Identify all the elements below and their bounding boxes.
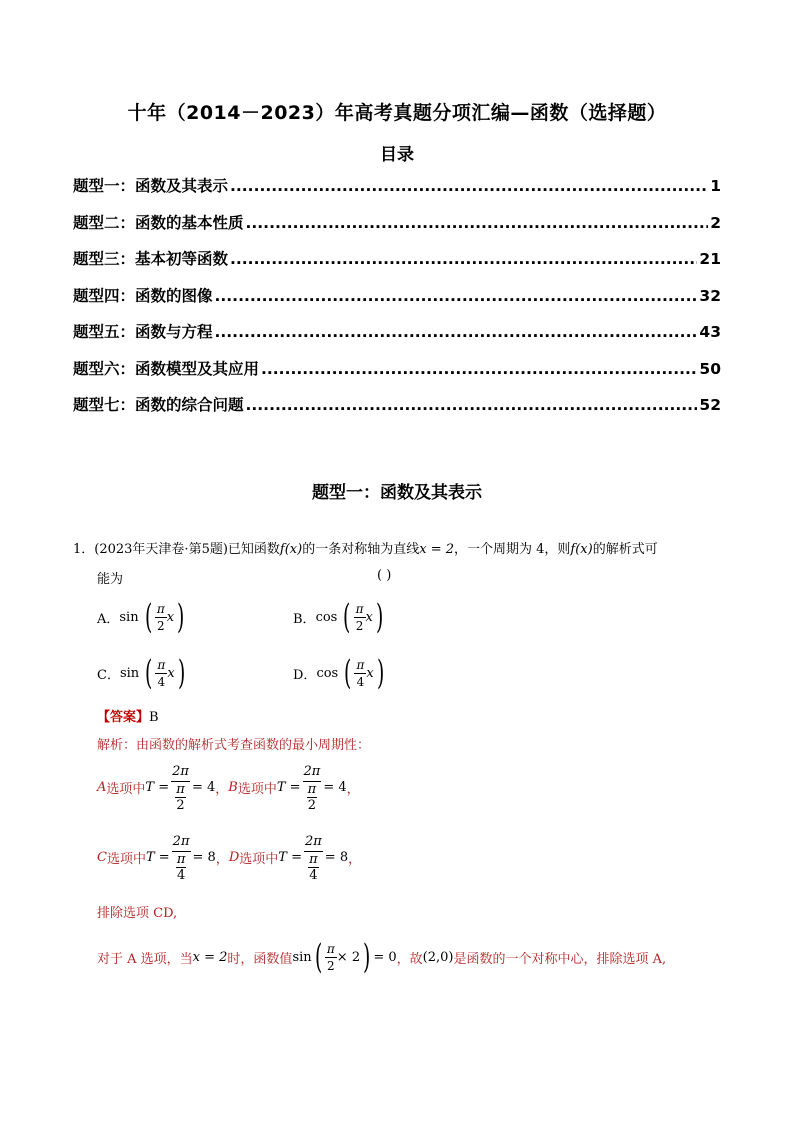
toc-leader-dots — [230, 177, 708, 195]
function-f-of-x-2: f(x) — [570, 542, 593, 557]
left-paren: ( — [343, 597, 351, 637]
toc-entry[interactable] — [73, 174, 721, 211]
last-mid2: ，故 — [396, 951, 423, 967]
analysis-intro: 解析：由函数的解析式考查函数的最小周期性： — [97, 738, 371, 753]
toc-entry[interactable] — [73, 247, 721, 284]
inner-fraction — [176, 852, 187, 883]
inner-denominator: 2 — [307, 798, 317, 813]
option-label: D． — [293, 667, 317, 683]
fraction-denominator: 4 — [356, 674, 365, 689]
fraction-numerator: π — [355, 601, 364, 616]
left-paren: ( — [145, 653, 153, 693]
period-fraction — [171, 762, 190, 813]
period-formula: T = $\frac{2\pi}{\frac{\pi}{2}}$ = 4 — [145, 764, 216, 813]
last-eq: = 0 — [373, 949, 397, 965]
period-result: = 8 — [192, 850, 216, 865]
toc-entry-label: 题型七：函数的综合问题 — [73, 396, 244, 414]
fraction-denominator: 4 — [157, 674, 166, 689]
section-title: 题型一：函数及其表示 — [312, 483, 482, 503]
right-paren: ) — [177, 653, 185, 693]
inner-numerator: π — [176, 852, 186, 867]
period-formula: T = $\frac{2\pi}{\frac{\pi}{2}}$ = 4 — [276, 764, 347, 813]
fraction-numerator: π — [356, 657, 365, 672]
analysis-row-ab: A 选项中 T = $\frac{2\pi}{\frac{\pi}{2}}$ = 4 ， B 选项中 T = $\frac{2\pi}{\frac{\pi}{2}}$ = 4 ， — [97, 764, 360, 813]
fraction-denominator: 2 — [355, 618, 364, 633]
inner-numerator: π — [176, 782, 185, 797]
right-paren: ) — [363, 937, 371, 977]
inner-fraction — [307, 782, 318, 813]
option-variable: x — [166, 609, 175, 625]
option-label: A． — [97, 611, 120, 627]
answer-blank: ( ) — [377, 568, 392, 583]
option-function: cos — [315, 609, 338, 625]
analysis-label: 选项中 — [237, 782, 277, 797]
option-fraction — [155, 601, 167, 634]
toc-leader-dots — [246, 214, 709, 232]
inner-denominator: 4 — [309, 868, 318, 883]
fraction-denominator: 2 — [156, 618, 165, 633]
question-mid-text: 的一条对称轴为直线 — [302, 542, 420, 557]
period-result: = 8 — [324, 850, 349, 865]
exclude-cd-text: 排除选项 CD, — [97, 906, 178, 921]
inner-numerator: π — [307, 782, 317, 797]
analysis-label: 选项中 — [239, 852, 279, 867]
option-ref: B — [228, 780, 238, 795]
option-ref: D — [228, 850, 240, 865]
toc-leader-dots — [215, 323, 698, 341]
inner-denominator: 4 — [176, 868, 186, 883]
fraction-numerator: 2π — [171, 762, 190, 782]
option-b[interactable] — [293, 597, 386, 637]
question-mid-text-2: ，一个周期为 4，则 — [454, 542, 571, 557]
function-f-of-x: f(x) — [279, 542, 303, 557]
table-of-contents — [73, 174, 721, 430]
option-function: sin — [119, 609, 139, 625]
right-paren: ) — [177, 597, 185, 637]
option-a[interactable] — [97, 597, 187, 637]
option-label: C． — [97, 667, 120, 683]
inner-denominator: 2 — [176, 798, 185, 813]
toc-heading: 目录 — [380, 145, 414, 165]
toc-entry-page: 52 — [699, 396, 721, 414]
period-fraction — [304, 832, 323, 883]
period-fraction — [172, 832, 191, 883]
answer-value: B — [149, 710, 159, 725]
toc-entry-label: 题型四：函数的图像 — [73, 286, 213, 305]
inner-numerator: π — [309, 852, 318, 867]
analysis-row-cd: C 选项中 T = $\frac{2\pi}{\frac{\pi}{4}}$ = 8 ， D 选项中 T = $\frac{2\pi}{\frac{\pi}{4}}$ = 8 ， — [97, 834, 362, 883]
option-variable: x — [366, 665, 374, 681]
toc-leader-dots — [230, 250, 697, 268]
toc-entry-page: 21 — [699, 250, 721, 268]
option-variable: x — [365, 609, 373, 625]
analysis-last-line — [97, 937, 667, 977]
last-mid: 时，函数值 — [227, 951, 293, 967]
fraction-numerator: 2π — [172, 832, 191, 852]
axis-equation: x = 2 — [419, 542, 454, 557]
option-fraction — [354, 657, 366, 690]
toc-entry[interactable] — [73, 211, 721, 248]
period-formula: T = $\frac{2\pi}{\frac{\pi}{4}}$ = 8 — [278, 834, 349, 883]
question-text — [73, 537, 733, 562]
fraction-numerator: π — [157, 657, 166, 672]
toc-entry-page: 50 — [699, 359, 721, 378]
option-fraction — [354, 601, 366, 634]
toc-leader-dots — [246, 396, 698, 414]
option-fraction — [155, 657, 167, 690]
question-line-2: 能为 — [97, 572, 124, 587]
analysis-label: 选项中 — [106, 782, 146, 797]
inner-fraction — [308, 852, 319, 883]
left-paren: ( — [314, 937, 322, 977]
option-ref: C — [97, 850, 107, 865]
option-label: B． — [293, 611, 316, 627]
option-variable: x — [167, 665, 175, 681]
last-fraction — [325, 941, 337, 974]
right-paren: ) — [375, 597, 384, 637]
question-number: 1． — [73, 542, 95, 557]
period-result: = 4 — [191, 780, 216, 795]
last-end: 是函数的一个对称中心，排除选项 A, — [453, 951, 667, 967]
question-source: (2023年天津卷·第5题)已知函数 — [94, 542, 280, 557]
toc-entry-label: 题型五：函数与方程 — [73, 323, 213, 341]
fraction-numerator: π — [326, 941, 335, 956]
period-result: = 4 — [323, 780, 347, 795]
toc-entry[interactable] — [73, 320, 721, 357]
toc-entry[interactable] — [73, 393, 721, 430]
question-end-text: 的解析式可 — [592, 542, 658, 557]
toc-entry-page: 32 — [699, 286, 721, 305]
toc-entry-page: 2 — [710, 213, 721, 232]
option-function: cos — [316, 665, 339, 681]
period-fraction — [303, 762, 322, 813]
right-paren: ) — [376, 653, 384, 693]
last-x-value: x = 2 — [192, 949, 228, 965]
option-c[interactable] — [97, 653, 188, 693]
toc-entry-page: 43 — [699, 323, 721, 341]
analysis-label: 选项中 — [106, 852, 146, 867]
toc-entry-label: 题型一：函数及其表示 — [73, 177, 229, 195]
toc-leader-dots — [215, 287, 698, 305]
toc-entry-page: 1 — [710, 177, 721, 195]
last-times: × 2 — [336, 949, 361, 965]
fraction-numerator: π — [156, 601, 165, 616]
inner-fraction — [175, 782, 186, 813]
last-point: (2,0) — [422, 949, 454, 965]
toc-entry-label: 题型六：函数模型及其应用 — [73, 359, 260, 378]
answer-line — [97, 706, 159, 725]
option-ref: A — [97, 780, 107, 795]
fraction-numerator: 2π — [304, 832, 323, 852]
fraction-denominator: 2 — [327, 958, 335, 973]
fraction-numerator: 2π — [303, 762, 322, 782]
left-paren: ( — [344, 653, 352, 693]
toc-entry-label: 题型三：基本初等函数 — [73, 250, 229, 268]
option-function: sin — [119, 665, 140, 681]
option-d[interactable] — [293, 653, 387, 693]
last-prefix: 对于 A 选项，当 — [97, 951, 193, 967]
last-sin: sin — [292, 949, 312, 965]
toc-leader-dots — [261, 360, 697, 378]
toc-entry[interactable] — [73, 357, 721, 394]
left-paren: ( — [144, 597, 152, 637]
answer-tag: 【答案】 — [97, 710, 150, 725]
toc-entry-label: 题型二：函数的基本性质 — [73, 213, 244, 232]
toc-entry[interactable] — [73, 284, 721, 321]
document-title: 十年（2014－2023）年高考真题分项汇编—函数（选择题） — [127, 102, 667, 124]
period-formula: T = $\frac{2\pi}{\frac{\pi}{4}}$ = 8 — [145, 834, 216, 883]
